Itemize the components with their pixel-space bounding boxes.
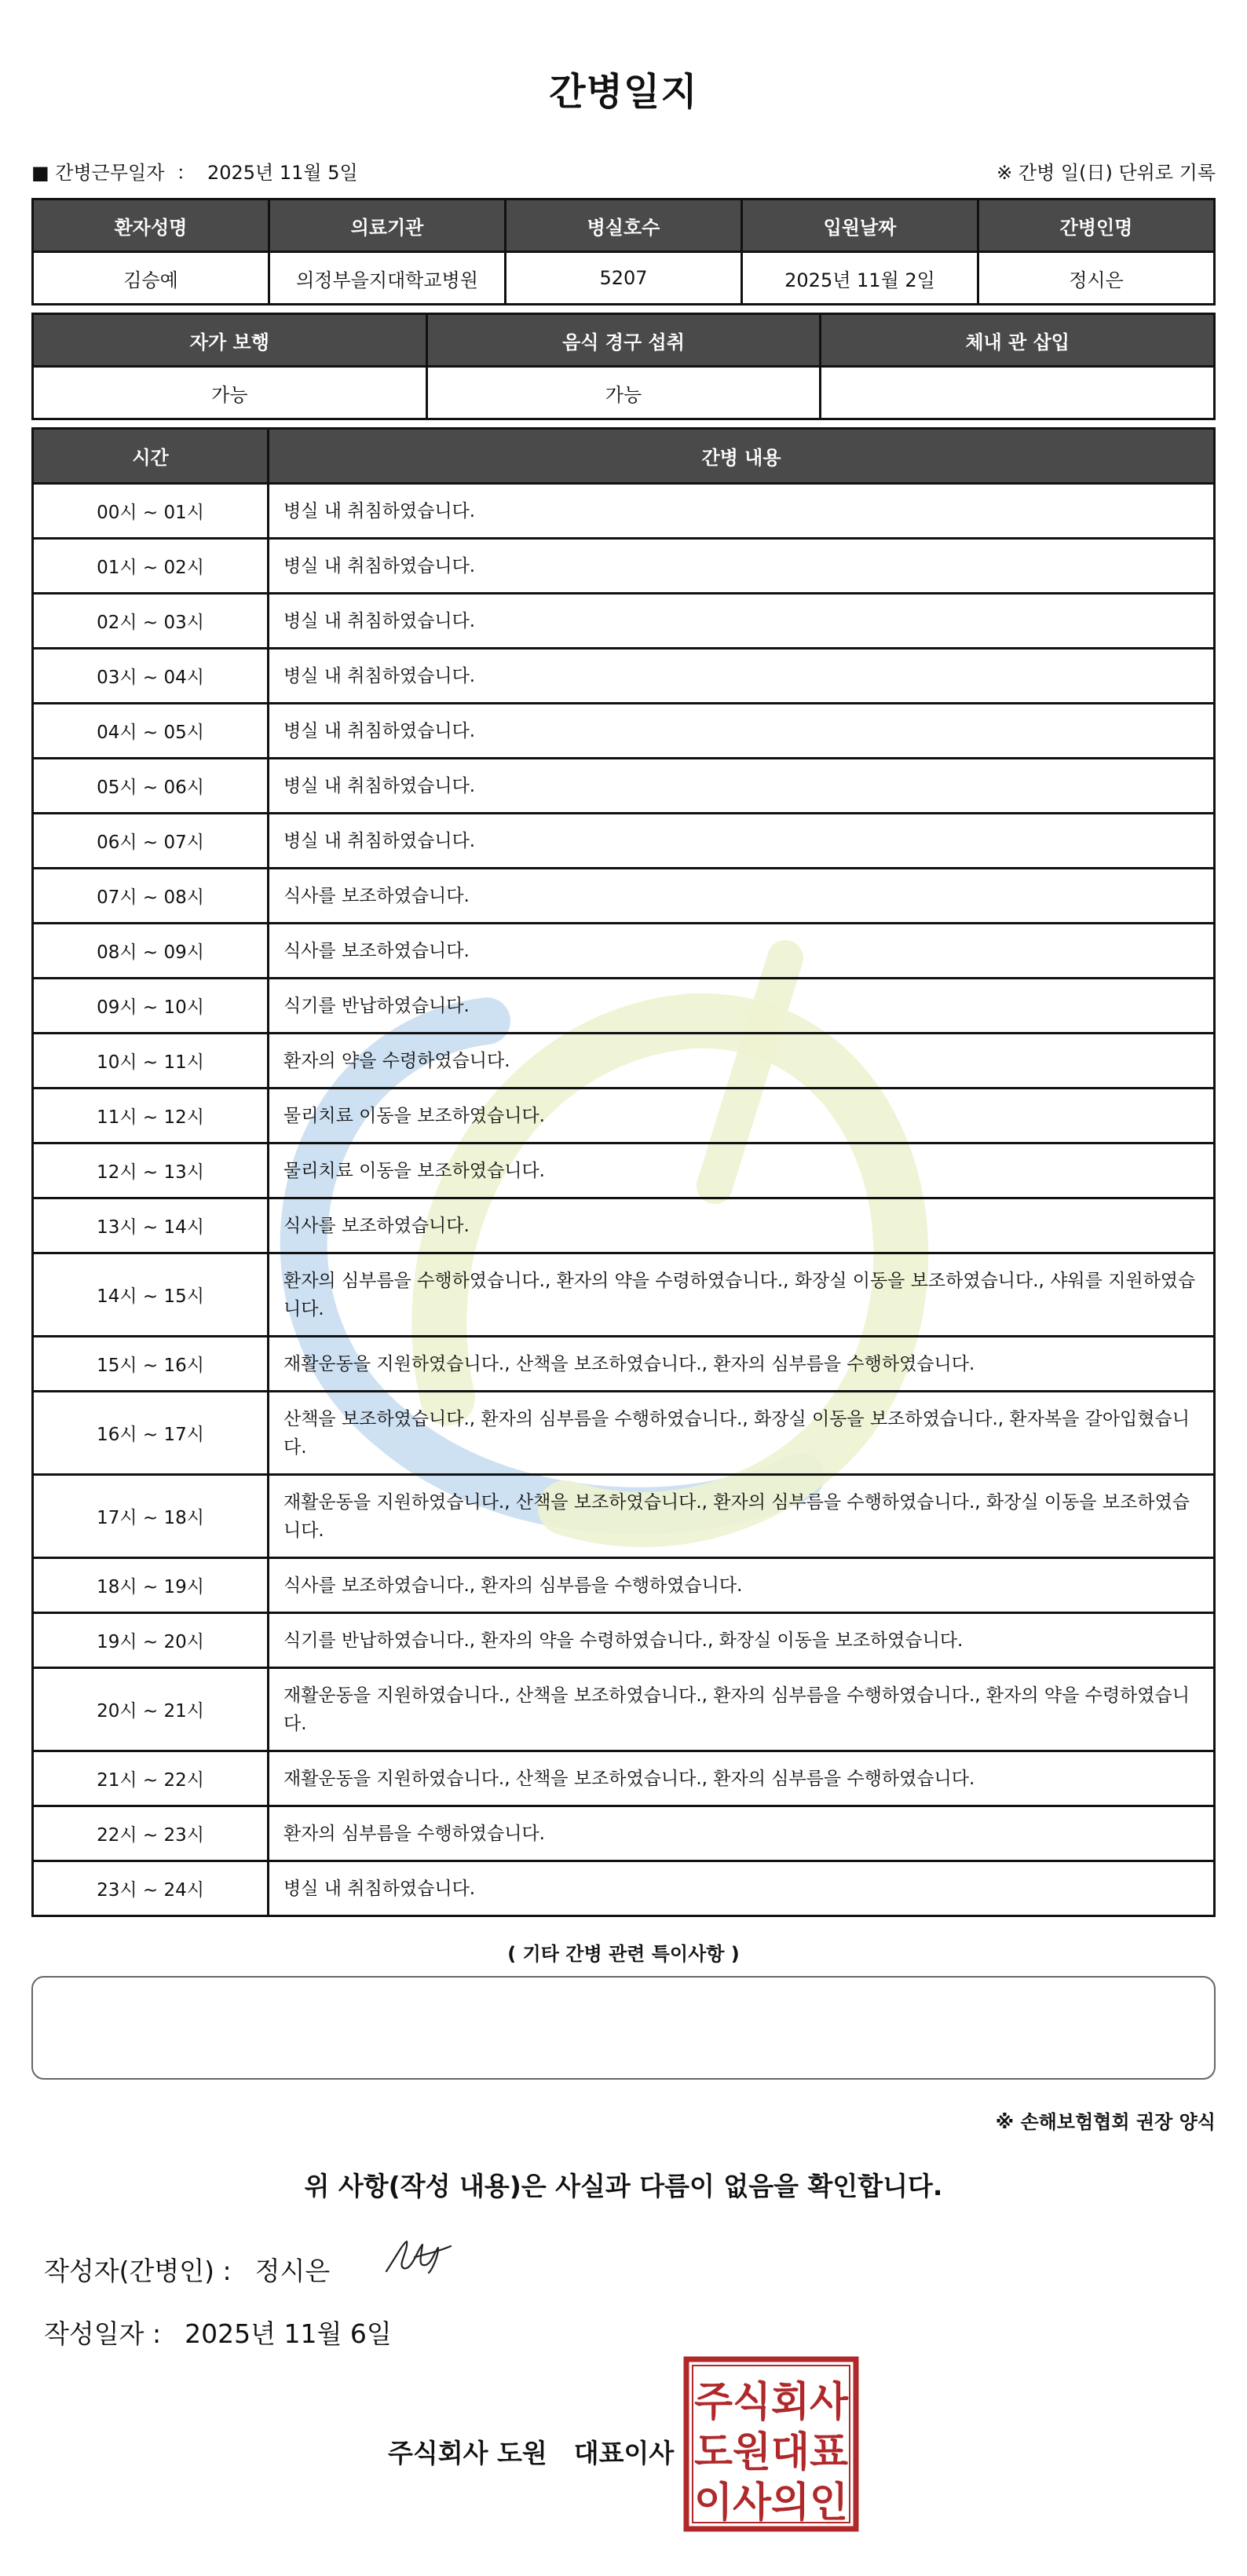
content-cell: 물리치료 이동을 보조하였습니다. (269, 1089, 1215, 1143)
patient-status-table (31, 313, 1216, 420)
table-row (33, 1558, 1215, 1613)
content-cell: 병실 내 취침하였습니다. (269, 539, 1215, 594)
written-date-line (44, 2314, 392, 2351)
table-row (33, 1143, 1215, 1198)
patient-status-header-row (33, 314, 1215, 367)
company-representative: 대표이사 (573, 2438, 675, 2468)
content-cell: 병실 내 취침하였습니다. (269, 704, 1215, 759)
time-cell: 08시 ~ 09시 (33, 924, 269, 979)
content-cell: 식사를 보조하였습니다. (269, 1198, 1215, 1253)
care-log-header-row (33, 429, 1215, 484)
header-room: 병실호수 (506, 199, 742, 252)
table-row (33, 1613, 1215, 1668)
hospital-name: 의정부을지대학교병원 (269, 252, 506, 305)
table-row (33, 1034, 1215, 1089)
time-cell: 05시 ~ 06시 (33, 759, 269, 814)
written-date-value: 2025년 11월 6일 (185, 2318, 392, 2349)
content-cell: 산책을 보조하였습니다., 환자의 심부름을 수행하였습니다., 화장실 이동을 보조하였습니다., 환자복을 갈아입혔습니다. (269, 1392, 1215, 1475)
content-cell: 물리치료 이동을 보조하였습니다. (269, 1143, 1215, 1198)
table-row (33, 539, 1215, 594)
notes-label: ( 기타 간병 관련 특이사항 ) (507, 1943, 740, 1965)
time-cell: 11시 ~ 12시 (33, 1089, 269, 1143)
content-cell: 재활운동을 지원하였습니다., 산책을 보조하였습니다., 환자의 심부름을 수행하였습니다., 화장실 이동을 보조하였습니다. (269, 1475, 1215, 1558)
header-caregiver-name: 간병인명 (978, 199, 1215, 252)
time-cell: 18시 ~ 19시 (33, 1558, 269, 1613)
time-cell: 01시 ~ 02시 (33, 539, 269, 594)
written-date-label: 작성일자 : (44, 2318, 162, 2349)
patient-status-value-row (33, 367, 1215, 419)
care-date-label: ■ 간병근무일자 (31, 162, 165, 184)
care-date-separator: ： (176, 162, 196, 184)
header-patient-name: 환자성명 (33, 199, 269, 252)
time-cell: 02시 ~ 03시 (33, 594, 269, 649)
time-cell: 12시 ~ 13시 (33, 1143, 269, 1198)
table-row (33, 869, 1215, 924)
content-cell: 병실 내 취침하였습니다. (269, 594, 1215, 649)
time-cell: 21시 ~ 22시 (33, 1751, 269, 1806)
content-cell: 식사를 보조하였습니다., 환자의 심부름을 수행하였습니다. (269, 1558, 1215, 1613)
company-seal-icon (683, 2356, 859, 2532)
time-cell: 09시 ~ 10시 (33, 979, 269, 1034)
table-row (33, 1806, 1215, 1861)
content-cell: 식기를 반납하였습니다., 환자의 약을 수령하였습니다., 화장실 이동을 보조하였습니다. (269, 1613, 1215, 1668)
content-cell: 재활운동을 지원하였습니다., 산책을 보조하였습니다., 환자의 심부름을 수행하였습니다., 환자의 약을 수령하였습니다. (269, 1668, 1215, 1751)
table-row (33, 1668, 1215, 1751)
writer-line (44, 2251, 330, 2288)
content-cell: 식사를 보조하였습니다. (269, 924, 1215, 979)
header-walking: 자가 보행 (33, 314, 427, 367)
time-cell: 13시 ~ 14시 (33, 1198, 269, 1253)
table-row (33, 1475, 1215, 1558)
writer-label: 작성자(간병인) : (44, 2256, 232, 2286)
table-row (33, 594, 1215, 649)
unit-note: ※ 간병 일(日) 단위로 기록 (997, 162, 1216, 184)
time-cell: 17시 ~ 18시 (33, 1475, 269, 1558)
time-cell: 14시 ~ 15시 (33, 1253, 269, 1337)
header-admission-date: 입원날짜 (742, 199, 978, 252)
table-row (33, 704, 1215, 759)
patient-info-value-row (33, 252, 1215, 305)
seal-line-1: 주식회사 (694, 2379, 849, 2426)
table-row (33, 1198, 1215, 1253)
patient-info-table (31, 198, 1216, 306)
content-cell: 재활운동을 지원하였습니다., 산책을 보조하였습니다., 환자의 심부름을 수행하였습니다. (269, 1337, 1215, 1392)
company-line (388, 2433, 674, 2470)
walking-value: 가능 (33, 367, 427, 419)
oral-intake-value: 가능 (426, 367, 821, 419)
content-cell: 재활운동을 지원하였습니다., 산책을 보조하였습니다., 환자의 심부름을 수행하였습니다. (269, 1751, 1215, 1806)
table-row (33, 979, 1215, 1034)
time-cell: 00시 ~ 01시 (33, 484, 269, 539)
table-row (33, 1337, 1215, 1392)
header-care-content: 간병 내용 (269, 429, 1215, 484)
time-cell: 16시 ~ 17시 (33, 1392, 269, 1475)
care-date-line (31, 157, 358, 185)
header-time: 시간 (33, 429, 269, 484)
time-cell: 15시 ~ 16시 (33, 1337, 269, 1392)
company-name: 주식회사 도원 (388, 2438, 547, 2468)
content-cell: 병실 내 취침하였습니다. (269, 759, 1215, 814)
content-cell: 식사를 보조하였습니다. (269, 869, 1215, 924)
content-cell: 환자의 심부름을 수행하였습니다., 환자의 약을 수령하였습니다., 화장실 이동을 보조하였습니다., 샤워를 지원하였습니다. (269, 1253, 1215, 1337)
seal-line-2: 도원대표 (694, 2429, 848, 2476)
content-cell: 병실 내 취침하였습니다. (269, 484, 1215, 539)
header-tube: 체내 관 삽입 (821, 314, 1215, 367)
table-row (33, 1392, 1215, 1475)
content-cell: 병실 내 취침하였습니다. (269, 1861, 1215, 1916)
table-row (33, 759, 1215, 814)
content-cell: 환자의 약을 수령하였습니다. (269, 1034, 1215, 1089)
time-cell: 04시 ~ 05시 (33, 704, 269, 759)
table-row (33, 1861, 1215, 1916)
table-row (33, 1089, 1215, 1143)
time-cell: 03시 ~ 04시 (33, 649, 269, 704)
care-log-table (31, 427, 1216, 1917)
content-cell: 병실 내 취침하였습니다. (269, 814, 1215, 869)
time-cell: 20시 ~ 21시 (33, 1668, 269, 1751)
tube-value (821, 367, 1215, 419)
table-row (33, 814, 1215, 869)
notes-box (31, 1976, 1216, 2080)
time-cell: 19시 ~ 20시 (33, 1613, 269, 1668)
signature-icon (383, 2234, 454, 2276)
caregiver-name: 정시은 (978, 252, 1215, 305)
table-row (33, 1751, 1215, 1806)
patient-info-header-row (33, 199, 1215, 252)
table-row (33, 1253, 1215, 1337)
table-row (33, 484, 1215, 539)
table-row (33, 924, 1215, 979)
time-cell: 22시 ~ 23시 (33, 1806, 269, 1861)
recommend-note: ※ 손해보험협회 권장 양식 (995, 2111, 1216, 2133)
content-cell: 환자의 심부름을 수행하였습니다. (269, 1806, 1215, 1861)
confirm-statement: 위 사항(작성 내용)은 사실과 다름이 없음을 확인합니다. (304, 2171, 943, 2201)
time-cell: 07시 ~ 08시 (33, 869, 269, 924)
admission-date: 2025년 11월 2일 (742, 252, 978, 305)
seal-line-3: 이사의인 (694, 2479, 848, 2527)
page-title: 간병일지 (549, 70, 698, 114)
header-oral-intake: 음식 경구 섭취 (426, 314, 821, 367)
patient-name: 김승예 (33, 252, 269, 305)
table-row (33, 649, 1215, 704)
time-cell: 10시 ~ 11시 (33, 1034, 269, 1089)
content-cell: 병실 내 취침하였습니다. (269, 649, 1215, 704)
care-date-value: 2025년 11월 5일 (207, 162, 358, 184)
content-cell: 식기를 반납하였습니다. (269, 979, 1215, 1034)
time-cell: 06시 ~ 07시 (33, 814, 269, 869)
time-cell: 23시 ~ 24시 (33, 1861, 269, 1916)
header-hospital: 의료기관 (269, 199, 506, 252)
writer-value: 정시은 (254, 2256, 331, 2286)
room-number: 5207 (506, 252, 742, 305)
